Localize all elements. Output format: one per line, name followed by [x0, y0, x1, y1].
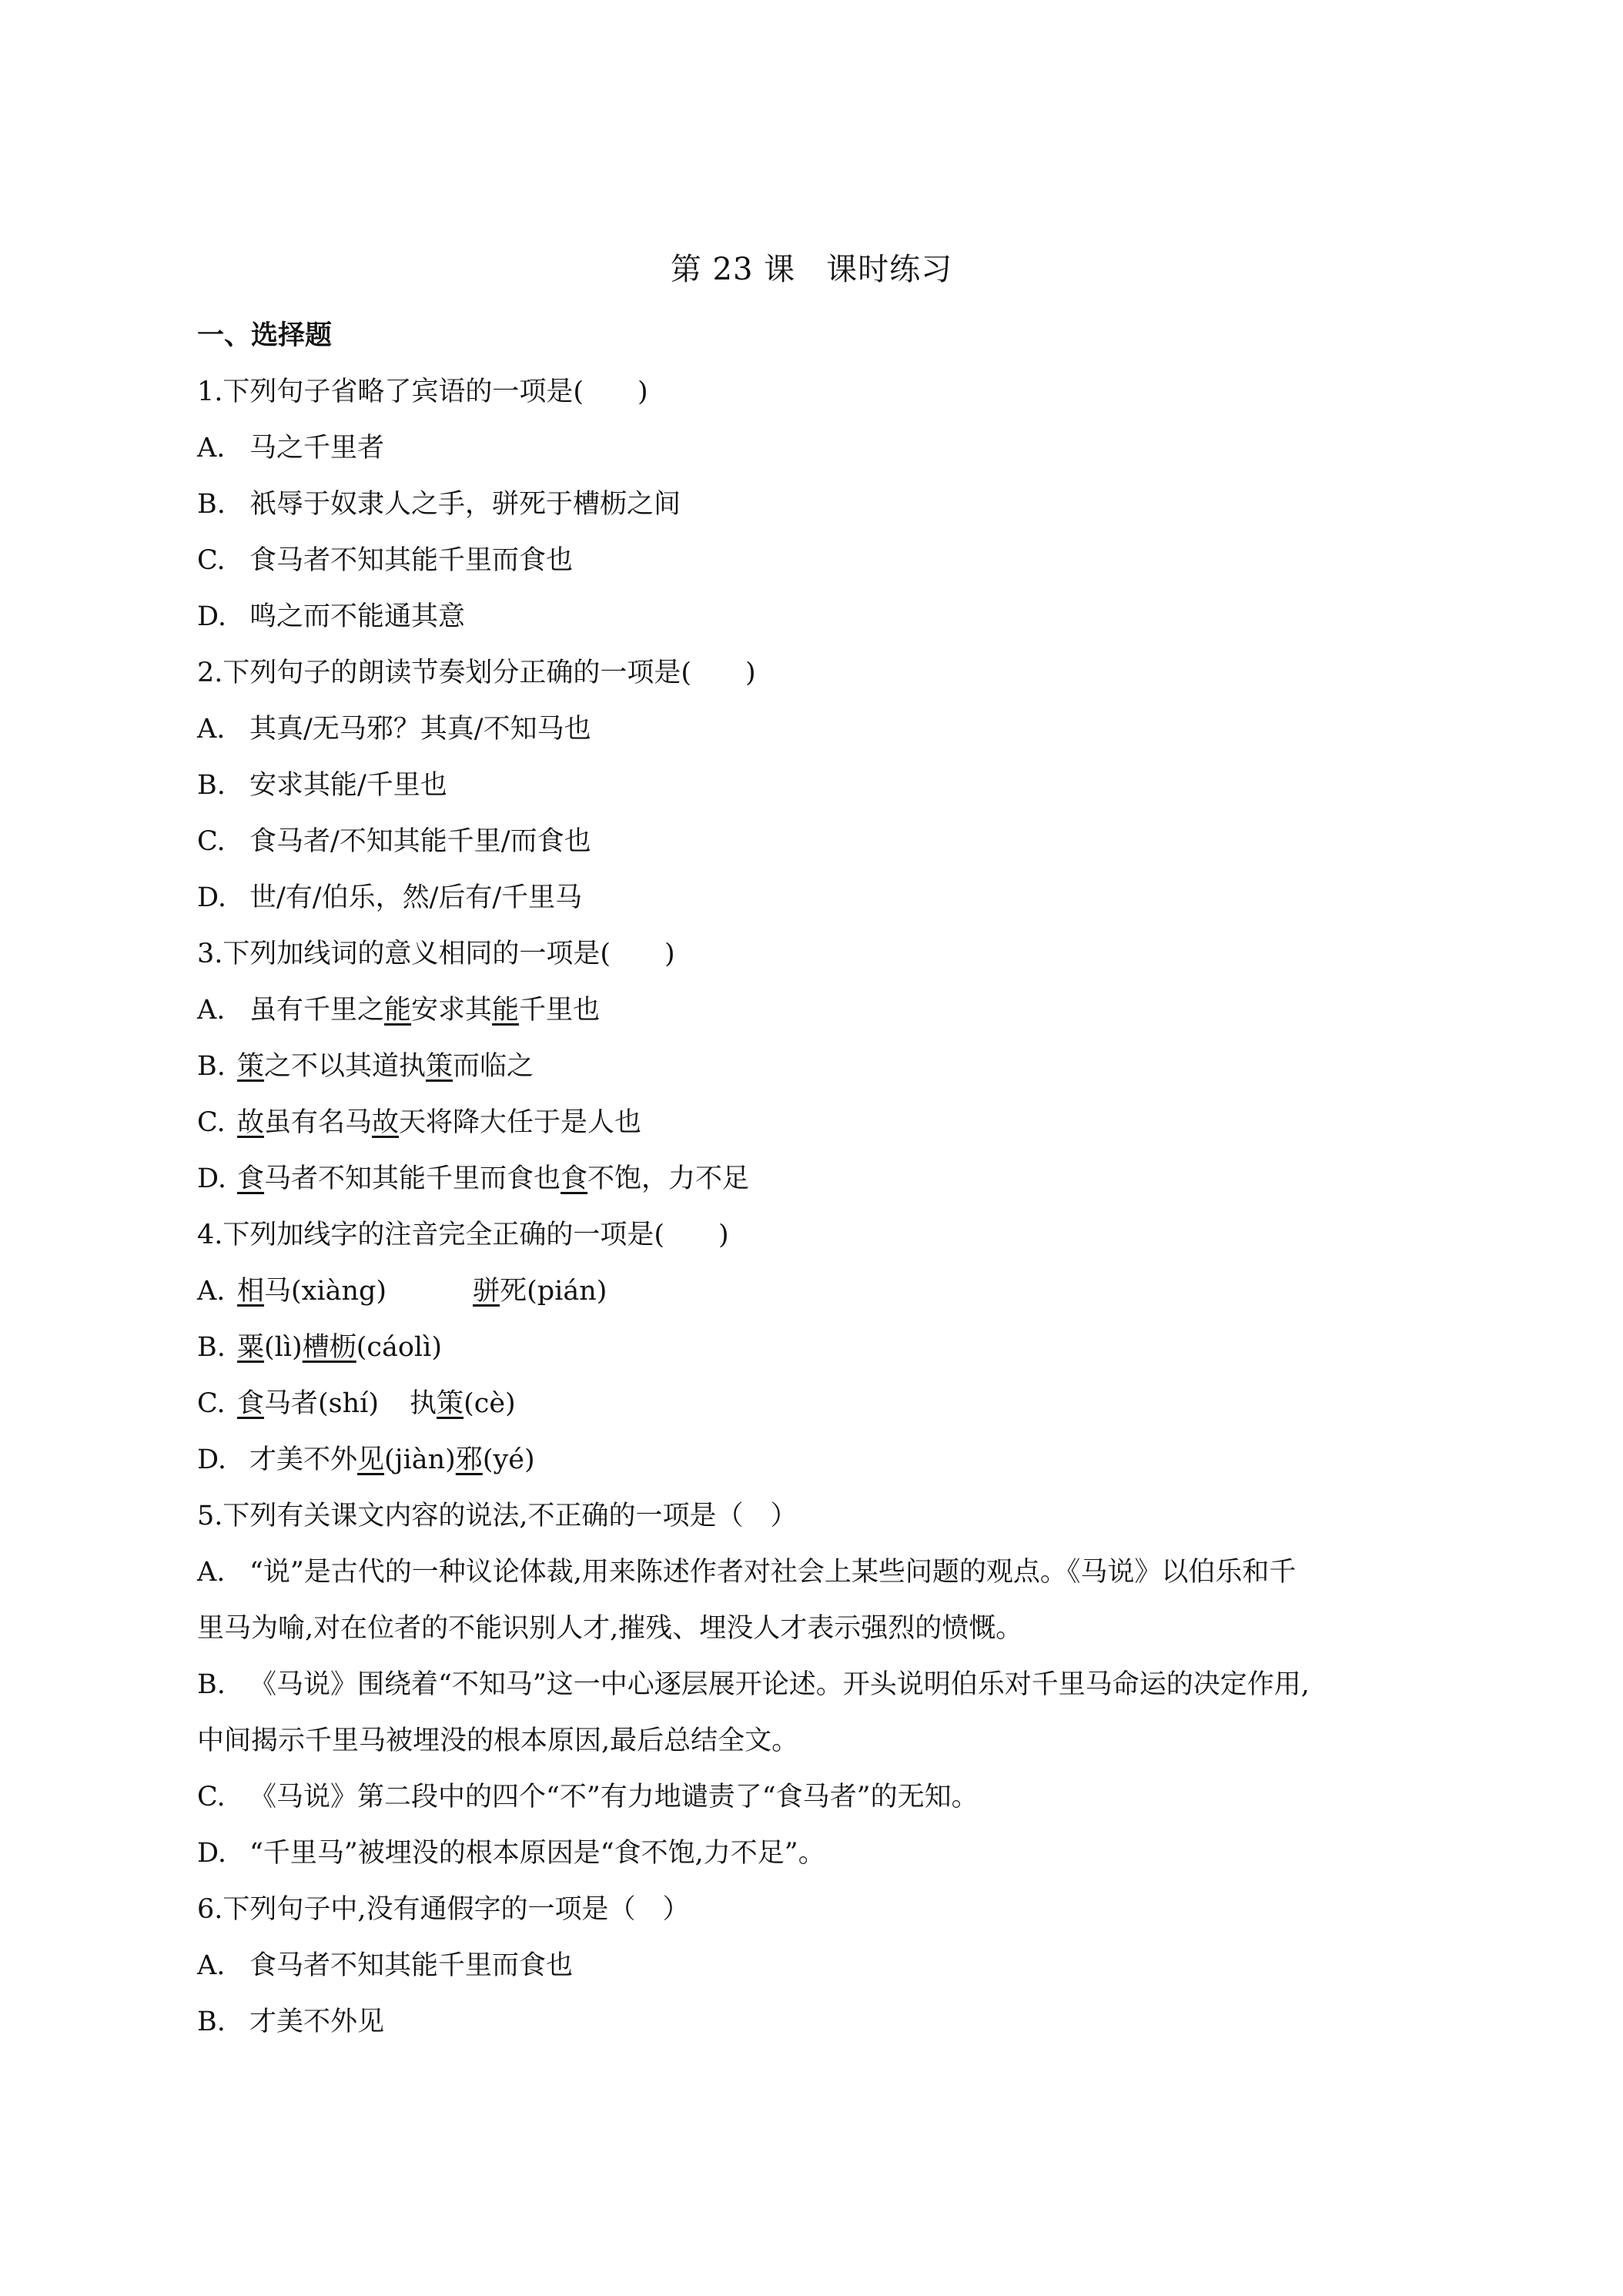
option-label: C. [197, 1782, 226, 1812]
underlined-word: 槽枥 [302, 1332, 356, 1363]
option-text: 虽有名马 [264, 1107, 373, 1138]
option-text: 安求其能/千里也 [249, 770, 447, 801]
lesson-number: 第 23 课 [670, 252, 796, 287]
option-text: 安求其 [411, 995, 493, 1026]
option-label: B. [197, 2006, 226, 2037]
page-title [0, 245, 1623, 289]
option-text: 《马说》围绕着“不知马”这一中心逐层展开论述。开头说明伯乐对千里马命运的决定作用, [249, 1669, 1310, 1700]
underlined-word: 见 [357, 1444, 385, 1475]
option-label: A. [197, 1557, 226, 1588]
option-text: 千里也 [519, 995, 601, 1026]
question-stem: 5.下列有关课文内容的说法,不正确的一项是（ ） [197, 1501, 798, 1531]
option-text: 鸣之而不能通其意 [249, 601, 466, 632]
option-label: B. [197, 489, 226, 520]
question-stem: 4.下列加线字的注音完全正确的一项是( ) [197, 1220, 729, 1250]
option [197, 1769, 1444, 1826]
option-text: 祇辱于奴隶人之手，骈死于槽枥之间 [249, 489, 681, 520]
option [197, 1938, 1444, 1994]
option-label: A. [197, 995, 226, 1026]
option-label: C. [197, 826, 226, 857]
option [197, 1545, 1444, 1601]
option-label: C. [197, 1107, 226, 1138]
underlined-word: 策 [426, 1051, 453, 1082]
option-label: B. [197, 1332, 226, 1363]
option-label: A. [197, 1276, 226, 1307]
option [197, 701, 1444, 758]
lesson-name: 课时练习 [826, 252, 953, 287]
option-text: 其真/无马邪？其真/不知马也 [249, 714, 591, 745]
underlined-word: 食 [237, 1163, 265, 1194]
option [197, 758, 1444, 814]
option-text: 才美不外见 [249, 2006, 385, 2037]
option-text: “千里马”被埋没的根本原因是“食不饱,力不足”。 [249, 1838, 825, 1869]
option [197, 1376, 1444, 1432]
underlined-word: 能 [384, 995, 412, 1026]
question-stem: 1.下列句子省略了宾语的一项是( ) [197, 377, 648, 407]
option-label: B. [197, 1669, 226, 1700]
option-text: (cè) [463, 1388, 516, 1419]
underlined-word: 骈 [473, 1276, 500, 1307]
option [197, 1994, 1444, 2050]
underlined-word: 故 [237, 1107, 265, 1138]
option [197, 1039, 1444, 1095]
option-continuation: 里马为喻,对在位者的不能识别人才,摧残、埋没人才表示强烈的愤慨。 [197, 1613, 1023, 1644]
option [197, 1263, 1444, 1320]
option-text: 马者(shí) [264, 1388, 380, 1419]
section-title: 一、选择题 [197, 320, 333, 351]
underlined-word: 粟 [237, 1332, 265, 1363]
option [197, 533, 1444, 589]
option [197, 870, 1444, 926]
option-label: D. [197, 1444, 226, 1475]
option [197, 1432, 1444, 1488]
underlined-word: 食 [561, 1163, 588, 1194]
option-label: C. [197, 1388, 226, 1419]
option [197, 814, 1444, 870]
option-text: 不饱，力不足 [587, 1163, 750, 1194]
question-list [197, 308, 1444, 2050]
option [197, 1151, 1444, 1207]
option-text: (jiàn) [384, 1444, 456, 1475]
option-label: D. [197, 601, 226, 632]
option-text: 之不以其道执 [264, 1051, 427, 1082]
option-label: C. [197, 545, 226, 576]
option-text: 《马说》第二段中的四个“不”有力地谴责了“食马者”的无知。 [249, 1782, 979, 1812]
option-text: 执 [410, 1388, 437, 1419]
option-text: (lì) [264, 1332, 303, 1363]
underlined-word: 食 [237, 1388, 265, 1419]
option-text: 世/有/伯乐，然/后有/千里马 [249, 882, 583, 913]
question-stem: 3.下列加线词的意义相同的一项是( ) [197, 939, 675, 969]
option-label: B. [197, 770, 226, 801]
option [197, 982, 1444, 1039]
option-label: D. [197, 1163, 226, 1194]
underlined-word: 能 [492, 995, 520, 1026]
option-text: (cáolì) [356, 1332, 442, 1363]
option-label: D. [197, 882, 226, 913]
option-text: 食马者不知其能千里而食也 [249, 1950, 574, 1981]
option [197, 589, 1444, 645]
option-text: 食马者/不知其能千里/而食也 [249, 826, 591, 857]
question-stem: 2.下列句子的朗读节奏划分正确的一项是( ) [197, 658, 756, 688]
option-text: 食马者不知其能千里而食也 [249, 545, 574, 576]
option-text: 马者不知其能千里而食也 [264, 1163, 561, 1194]
option [197, 1657, 1444, 1713]
question-stem: 6.下列句子中,没有通假字的一项是（ ） [197, 1894, 690, 1925]
option-text: 死(pián) [500, 1276, 607, 1307]
option-text: 马(xiàng) [264, 1276, 387, 1307]
option-text: 天将降大任于是人也 [399, 1107, 642, 1138]
option-text: 而临之 [453, 1051, 534, 1082]
option-label: A. [197, 1950, 226, 1981]
option [197, 420, 1444, 477]
option-continuation: 中间揭示千里马被埋没的根本原因,最后总结全文。 [197, 1725, 799, 1756]
underlined-word: 故 [372, 1107, 400, 1138]
underlined-word: 相 [237, 1276, 265, 1307]
underlined-word: 策 [437, 1388, 464, 1419]
option-label: A. [197, 433, 226, 464]
option [197, 1826, 1444, 1882]
option-text: 虽有千里之 [249, 995, 385, 1026]
option-label: D. [197, 1838, 226, 1869]
underlined-word: 策 [237, 1051, 265, 1082]
option [197, 1095, 1444, 1151]
underlined-word: 邪 [455, 1444, 483, 1475]
option [197, 477, 1444, 533]
option-text: 才美不外 [249, 1444, 358, 1475]
option-text: 马之千里者 [249, 433, 385, 464]
option [197, 1320, 1444, 1376]
option-label: B. [197, 1051, 226, 1082]
option-text: “说”是古代的一种议论体裁,用来陈述作者对社会上某些问题的观点。《马说》以伯乐和千 [249, 1557, 1297, 1588]
option-label: A. [197, 714, 226, 745]
option-text: (yé) [482, 1444, 535, 1475]
